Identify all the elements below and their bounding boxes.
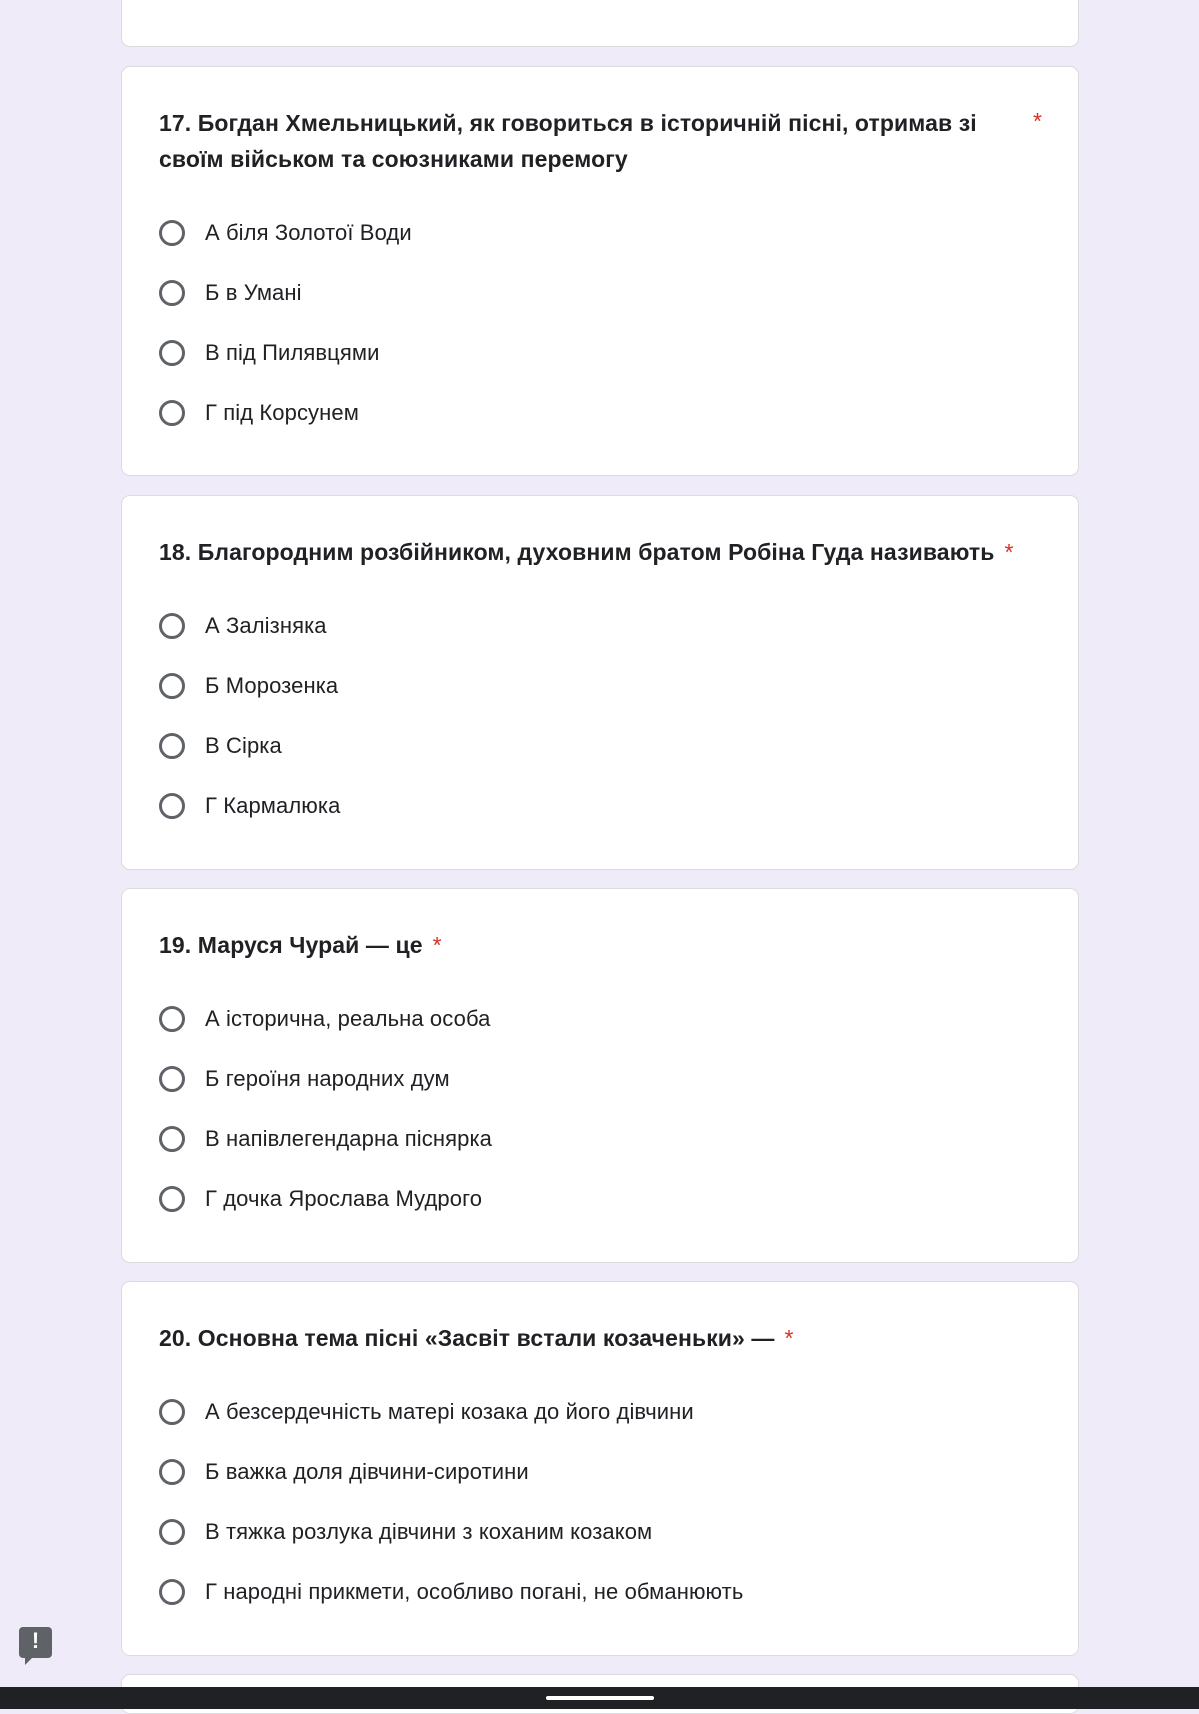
option-label: Г під Корсунем xyxy=(205,400,359,425)
radio-button[interactable] xyxy=(159,1459,185,1485)
option-c[interactable] xyxy=(159,323,1042,383)
option-label: В під Пилявцями xyxy=(205,340,380,365)
option-b[interactable] xyxy=(159,263,1042,323)
option-c[interactable] xyxy=(159,1502,1042,1562)
option-label: В напівлегендарна піснярка xyxy=(205,1126,492,1151)
radio-button[interactable] xyxy=(159,613,185,639)
question-card-20 xyxy=(121,1281,1079,1656)
option-label: Б в Умані xyxy=(205,280,302,305)
option-b[interactable] xyxy=(159,656,1042,716)
option-b[interactable] xyxy=(159,1049,1042,1109)
option-c[interactable] xyxy=(159,1109,1042,1169)
option-d[interactable] xyxy=(159,1562,1042,1622)
radio-button[interactable] xyxy=(159,1066,185,1092)
radio-button[interactable] xyxy=(159,673,185,699)
option-label: В Сірка xyxy=(205,733,282,758)
question-title xyxy=(159,534,1042,570)
option-label: А біля Золотої Води xyxy=(205,220,412,245)
option-label: Г народні прикмети, особливо погані, не обманюють xyxy=(205,1579,744,1604)
option-label: Б важка доля дівчини-сиротини xyxy=(205,1459,529,1484)
question-card-18 xyxy=(121,495,1079,870)
option-a[interactable] xyxy=(159,203,1042,263)
radio-button[interactable] xyxy=(159,220,185,246)
radio-button[interactable] xyxy=(159,400,185,426)
question-card-17 xyxy=(121,66,1079,476)
radio-button[interactable] xyxy=(159,1006,185,1032)
option-label: Г Кармалюка xyxy=(205,793,341,818)
question-title xyxy=(159,105,1042,177)
option-label: А безсердечність матері козака до його дівчини xyxy=(205,1399,694,1424)
option-c[interactable] xyxy=(159,716,1042,776)
required-asterisk: * xyxy=(1004,539,1014,565)
question-title xyxy=(159,927,1042,963)
option-label: А історична, реальна особа xyxy=(205,1006,491,1031)
question-text: 19. Маруся Чурай — це xyxy=(159,932,423,958)
radio-button[interactable] xyxy=(159,1519,185,1545)
required-asterisk: * xyxy=(784,1325,794,1351)
option-a[interactable] xyxy=(159,596,1042,656)
option-a[interactable] xyxy=(159,989,1042,1049)
required-asterisk: * xyxy=(1032,108,1042,134)
radio-button[interactable] xyxy=(159,280,185,306)
radio-button[interactable] xyxy=(159,1126,185,1152)
system-navigation-bar xyxy=(0,1687,1199,1709)
option-label: Б героїня народних дум xyxy=(205,1066,450,1091)
option-d[interactable] xyxy=(159,1169,1042,1229)
option-b[interactable] xyxy=(159,1442,1042,1502)
required-asterisk: * xyxy=(432,932,442,958)
home-indicator[interactable] xyxy=(546,1696,654,1700)
radio-button[interactable] xyxy=(159,340,185,366)
option-label: В тяжка розлука дівчини з коханим козаком xyxy=(205,1519,653,1544)
radio-button[interactable] xyxy=(159,793,185,819)
radio-button[interactable] xyxy=(159,733,185,759)
option-a[interactable] xyxy=(159,1382,1042,1442)
question-text: 18. Благородним розбійником, духовним братом Робіна Гуда називають xyxy=(159,539,995,565)
question-text: 17. Богдан Хмельницький, як говориться в історичній пісні, отримав зі своїм військом та союзниками перемогу xyxy=(159,110,977,172)
option-label: Б Морозенка xyxy=(205,673,339,698)
question-card-19 xyxy=(121,888,1079,1263)
radio-button[interactable] xyxy=(159,1186,185,1212)
radio-button[interactable] xyxy=(159,1579,185,1605)
option-d[interactable] xyxy=(159,776,1042,836)
feedback-icon[interactable]: ! xyxy=(19,1627,52,1658)
previous-question-card xyxy=(121,0,1079,47)
option-d[interactable] xyxy=(159,383,1042,443)
option-label: А Залізняка xyxy=(205,613,327,638)
option-label: Г дочка Ярослава Мудрого xyxy=(205,1186,483,1211)
question-text: 20. Основна тема пісні «Засвіт встали козаченьки» — xyxy=(159,1325,775,1351)
radio-button[interactable] xyxy=(159,1399,185,1425)
question-title xyxy=(159,1320,1042,1356)
